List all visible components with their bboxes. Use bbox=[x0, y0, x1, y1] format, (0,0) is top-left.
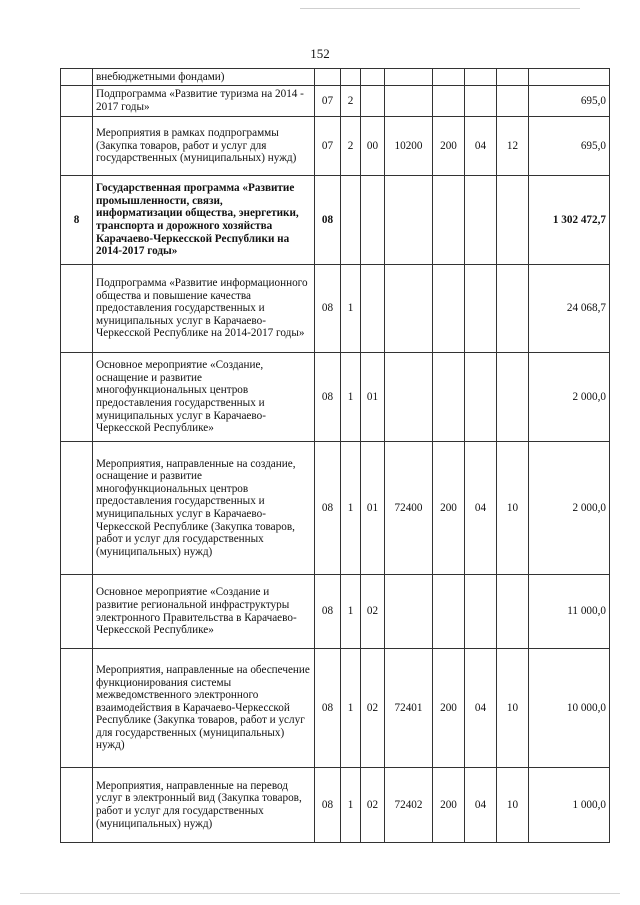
row-number-cell bbox=[61, 442, 93, 575]
description-cell: Мероприятия, направленные на перевод услуг в электронный вид (Закупка товаров, работ и услуг для государственных (муниципальных) нужд) bbox=[93, 768, 315, 843]
amount-cell: 695,0 bbox=[529, 117, 610, 176]
description-cell: Подпрограмма «Развитие информационного общества и повышение качества предоставления государственных и муниципальных услуг в Карачаево-Черкесской Республике на 2014-2017 годы» bbox=[93, 265, 315, 353]
code-cell: 10200 bbox=[385, 117, 433, 176]
code-cell: 08 bbox=[315, 353, 341, 442]
table-row bbox=[61, 176, 610, 265]
row-number-cell bbox=[61, 353, 93, 442]
code-cell: 10 bbox=[497, 442, 529, 575]
amount-cell: 2 000,0 bbox=[529, 442, 610, 575]
code-cell: 08 bbox=[315, 265, 341, 353]
code-cell bbox=[497, 353, 529, 442]
code-cell bbox=[385, 176, 433, 265]
description-cell: Мероприятия, направленные на обеспечение функционирования системы межведомственного электронного взаимодействия в Карачаево-Черкесской Республике (Закупка товаров, работ и услуг для государственных (муниципальных) нужд) bbox=[93, 649, 315, 768]
amount-cell: 2 000,0 bbox=[529, 353, 610, 442]
code-cell: 1 bbox=[341, 353, 361, 442]
amount-cell: 24 068,7 bbox=[529, 265, 610, 353]
code-cell: 1 bbox=[341, 768, 361, 843]
code-cell: 04 bbox=[465, 649, 497, 768]
amount-cell: 695,0 bbox=[529, 86, 610, 117]
code-cell: 08 bbox=[315, 176, 341, 265]
code-cell bbox=[361, 265, 385, 353]
scan-artifact-line bbox=[20, 893, 620, 894]
code-cell: 200 bbox=[433, 442, 465, 575]
code-cell bbox=[361, 176, 385, 265]
description-cell: Основное мероприятие «Создание и развитие региональной инфраструктуры электронного Правительства в Карачаево-Черкесской Республике» bbox=[93, 575, 315, 649]
row-number-cell bbox=[61, 117, 93, 176]
code-cell: 2 bbox=[341, 117, 361, 176]
code-cell: 72402 bbox=[385, 768, 433, 843]
code-cell: 04 bbox=[465, 117, 497, 176]
table-row bbox=[61, 86, 610, 117]
code-cell: 02 bbox=[361, 649, 385, 768]
row-number-cell bbox=[61, 69, 93, 86]
table-row bbox=[61, 575, 610, 649]
description-cell: Мероприятия в рамках подпрограммы (Закупка товаров, работ и услуг для государственных (муниципальных) нужд) bbox=[93, 117, 315, 176]
code-cell: 2 bbox=[341, 86, 361, 117]
code-cell bbox=[433, 69, 465, 86]
description-cell: Подпрограмма «Развитие туризма на 2014 - 2017 годы» bbox=[93, 86, 315, 117]
row-number-cell bbox=[61, 265, 93, 353]
code-cell: 01 bbox=[361, 442, 385, 575]
code-cell bbox=[385, 69, 433, 86]
description-cell: внебюджетными фондами) bbox=[93, 69, 315, 86]
code-cell bbox=[385, 265, 433, 353]
code-cell: 10 bbox=[497, 649, 529, 768]
row-number-cell bbox=[61, 649, 93, 768]
description-cell: Государственная программа «Развитие промышленности, связи, информатизации общества, энергетики, транспорта и дорожного хозяйства Карачаево-Черкесской Республики на 2014-2017 годы» bbox=[93, 176, 315, 265]
code-cell: 10 bbox=[497, 768, 529, 843]
amount-cell: 11 000,0 bbox=[529, 575, 610, 649]
code-cell bbox=[315, 69, 341, 86]
code-cell: 08 bbox=[315, 575, 341, 649]
code-cell bbox=[385, 86, 433, 117]
description-cell: Основное мероприятие «Создание, оснащение и развитие многофункциональных центров предоставления государственных и муниципальных услуг в Карачаево-Черкесской Республике» bbox=[93, 353, 315, 442]
code-cell bbox=[465, 353, 497, 442]
row-number-cell bbox=[61, 575, 93, 649]
code-cell: 1 bbox=[341, 442, 361, 575]
row-number-cell: 8 bbox=[61, 176, 93, 265]
code-cell bbox=[341, 69, 361, 86]
code-cell bbox=[385, 575, 433, 649]
code-cell bbox=[465, 86, 497, 117]
code-cell bbox=[465, 176, 497, 265]
code-cell: 04 bbox=[465, 768, 497, 843]
table-row bbox=[61, 768, 610, 843]
code-cell bbox=[433, 265, 465, 353]
code-cell: 08 bbox=[315, 768, 341, 843]
code-cell bbox=[497, 86, 529, 117]
code-cell bbox=[433, 176, 465, 265]
code-cell bbox=[497, 575, 529, 649]
code-cell: 04 bbox=[465, 442, 497, 575]
scan-artifact-line bbox=[300, 8, 580, 9]
code-cell: 01 bbox=[361, 353, 385, 442]
code-cell bbox=[433, 86, 465, 117]
code-cell bbox=[433, 575, 465, 649]
table-row bbox=[61, 117, 610, 176]
amount-cell: 10 000,0 bbox=[529, 649, 610, 768]
code-cell: 1 bbox=[341, 649, 361, 768]
code-cell: 1 bbox=[341, 575, 361, 649]
code-cell: 02 bbox=[361, 575, 385, 649]
code-cell: 07 bbox=[315, 86, 341, 117]
description-cell: Мероприятия, направленные на создание, оснащение и развитие многофункциональных центров предоставления государственных и муниципальных услуг в Карачаево-Черкесской Республике (Закупка товаров, работ и услуг для государственных (муниципальных) нужд) bbox=[93, 442, 315, 575]
code-cell: 02 bbox=[361, 768, 385, 843]
code-cell: 12 bbox=[497, 117, 529, 176]
code-cell bbox=[361, 86, 385, 117]
amount-cell: 1 302 472,7 bbox=[529, 176, 610, 265]
code-cell: 08 bbox=[315, 649, 341, 768]
budget-table bbox=[60, 68, 610, 843]
table-row bbox=[61, 265, 610, 353]
code-cell: 00 bbox=[361, 117, 385, 176]
code-cell bbox=[497, 265, 529, 353]
code-cell: 72400 bbox=[385, 442, 433, 575]
row-number-cell bbox=[61, 86, 93, 117]
amount-cell bbox=[529, 69, 610, 86]
code-cell bbox=[465, 265, 497, 353]
code-cell: 200 bbox=[433, 649, 465, 768]
code-cell: 07 bbox=[315, 117, 341, 176]
table-row bbox=[61, 442, 610, 575]
code-cell: 1 bbox=[341, 265, 361, 353]
table-row bbox=[61, 69, 610, 86]
code-cell: 200 bbox=[433, 768, 465, 843]
code-cell bbox=[465, 69, 497, 86]
code-cell bbox=[341, 176, 361, 265]
code-cell: 08 bbox=[315, 442, 341, 575]
code-cell bbox=[465, 575, 497, 649]
code-cell bbox=[385, 353, 433, 442]
code-cell bbox=[361, 69, 385, 86]
table-row bbox=[61, 649, 610, 768]
code-cell bbox=[433, 353, 465, 442]
code-cell: 200 bbox=[433, 117, 465, 176]
page-number: 152 bbox=[310, 46, 330, 61]
amount-cell: 1 000,0 bbox=[529, 768, 610, 843]
code-cell bbox=[497, 69, 529, 86]
code-cell: 72401 bbox=[385, 649, 433, 768]
code-cell bbox=[497, 176, 529, 265]
table-row bbox=[61, 353, 610, 442]
row-number-cell bbox=[61, 768, 93, 843]
